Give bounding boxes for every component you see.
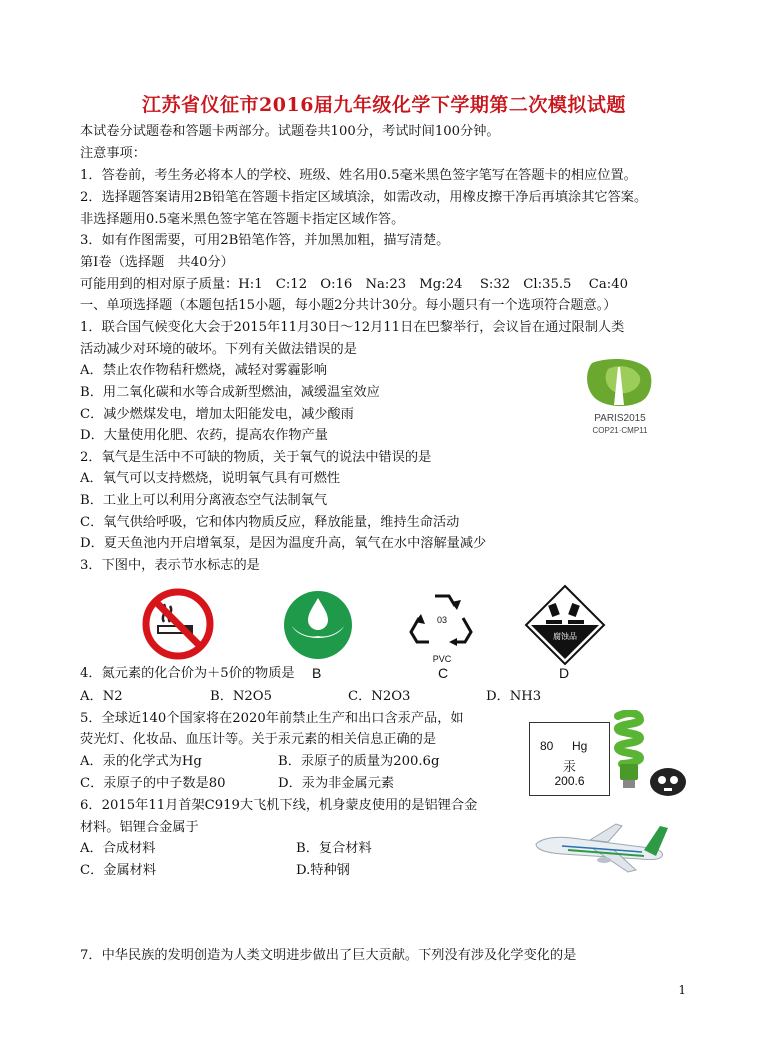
atomic-number: 80 [540, 739, 554, 753]
question-stem: 6．2015年11月首架C919大飞机下线，机身蒙皮使用的是铝锂合金 [80, 798, 478, 813]
option-b: B．汞原子的质量为200.6g [278, 754, 440, 769]
option-c: C．汞原子的中子数是80 [80, 776, 226, 791]
option-a: A．禁止农作物秸秆燃烧，减轻对雾霾影响 [80, 363, 327, 378]
option-a: A．汞的化学式为Hg [80, 754, 202, 769]
question-stem: 1．联合国气候变化大会于2015年11月30日～12月11日在巴黎举行，会议旨在通过限制人类 [80, 320, 625, 335]
sign-label-b: B [312, 665, 322, 681]
option-a: A．N2 [80, 689, 123, 704]
water-saving-icon [282, 590, 354, 660]
option-d: D．大量使用化肥、农药，提高农作物产量 [80, 428, 328, 443]
option-d: D．NH3 [486, 689, 542, 704]
question-stem: 2．氧气是生活中不可缺的物质，关于氧气的说法中错误的是 [80, 450, 432, 465]
intro-line: 3．如有作图需要，可用2B铅笔作答，并加黑加粗，描写清楚。 [80, 233, 450, 248]
option-d: D.特种钢 [296, 863, 350, 878]
option-c: C．N2O3 [348, 689, 411, 704]
no-smoking-icon [142, 588, 214, 660]
question-stem: 4．氮元素的化合价为＋5价的物质是 [80, 666, 295, 681]
recycle-label: PVC [432, 654, 452, 664]
option-b: B．复合材料 [296, 841, 372, 856]
cop21-logo [578, 355, 662, 441]
recycle-code: 03 [436, 615, 447, 625]
intro-line: 非选择题用0.5毫米黑色签字笔在答题卡指定区域作答。 [80, 212, 405, 227]
logo-text: PARIS2015 [594, 413, 646, 424]
sign-label-c: C [438, 665, 449, 681]
question-stem: 材料。铝锂合金属于 [80, 820, 199, 835]
question-stem: 5．全球近140个国家将在2020年前禁止生产和出口含汞产品，如 [80, 711, 464, 726]
question-stem: 荧光灯、化妆品、血压计等。关于汞元素的相关信息正确的是 [80, 732, 437, 747]
mercury-element-card [529, 722, 610, 796]
section-heading: 第Ⅰ卷（选择题 共40分） [80, 255, 234, 270]
option-c: C．减少燃煤发电，增加太阳能发电，减少酸雨 [80, 407, 354, 422]
element-symbol: Hg [572, 739, 588, 753]
sign-label-d: D [559, 665, 570, 681]
section-heading: 一、单项选择题（本题包括15小题，每小题2分共计30分。每小题只有一个选项符合题意。） [80, 298, 617, 313]
intro-line: 本试卷分试题卷和答题卡两部分。试题卷共100分，考试时间100分钟。 [80, 124, 500, 139]
option-d: D．夏天鱼池内开启增氧泵，是因为温度升高，氧气在水中溶解量减少 [80, 536, 487, 551]
element-name: 汞 [562, 759, 576, 774]
intro-line: 注意事项： [80, 146, 146, 161]
option-b: B．用二氧化碳和水等合成新型燃油，减缓温室效应 [80, 385, 380, 400]
atomic-mass: 200.6 [554, 774, 585, 788]
mercury-lamp-icon [610, 710, 690, 802]
corrosive-hazard-icon [524, 584, 606, 666]
atomic-mass-line: 可能用到的相对原子质量：H:1 C:12 O:16 Na:23 Mg:24 S:32 Cl:35.5 Ca:40 [80, 277, 628, 292]
option-c: C．金属材料 [80, 863, 157, 878]
question-stem: 活动减少对环境的破坏。下列有关做法错误的是 [80, 342, 357, 357]
recycle-icon [405, 588, 479, 668]
logo-subtext: COP21·CMP11 [592, 426, 648, 435]
option-a: A．氧气可以支持燃烧，说明氧气具有可燃性 [80, 471, 341, 486]
question-stem: 7．中华民族的发明创造为人类文明进步做出了巨大贡献。下列没有涉及化学变化的是 [80, 948, 577, 963]
option-c: C．氧气供给呼吸，它和体内物质反应，释放能量，维持生命活动 [80, 515, 460, 530]
option-b: B．N2O5 [210, 689, 273, 704]
airplane-icon [532, 818, 672, 876]
hazard-text: 腐蚀品 [553, 632, 577, 641]
page-number: 1 [678, 983, 686, 997]
question-stem: 3．下图中，表示节水标志的是 [80, 558, 260, 573]
option-a: A．合成材料 [80, 841, 156, 856]
intro-line: 2．选择题答案请用2B铅笔在答题卡指定区域填涂，如需改动，用橡皮擦干净后再填涂其它答案。 [80, 190, 648, 205]
page-title: 江苏省仪征市2016届九年级化学下学期第二次模拟试题 [142, 94, 626, 116]
intro-line: 1．答卷前，考生务必将本人的学校、班级、姓名用0.5毫米黑色签字笔写在答题卡的相应位置。 [80, 168, 637, 183]
option-d: D．汞为非金属元素 [278, 776, 395, 791]
option-b: B．工业上可以利用分离液态空气法制氧气 [80, 493, 328, 508]
